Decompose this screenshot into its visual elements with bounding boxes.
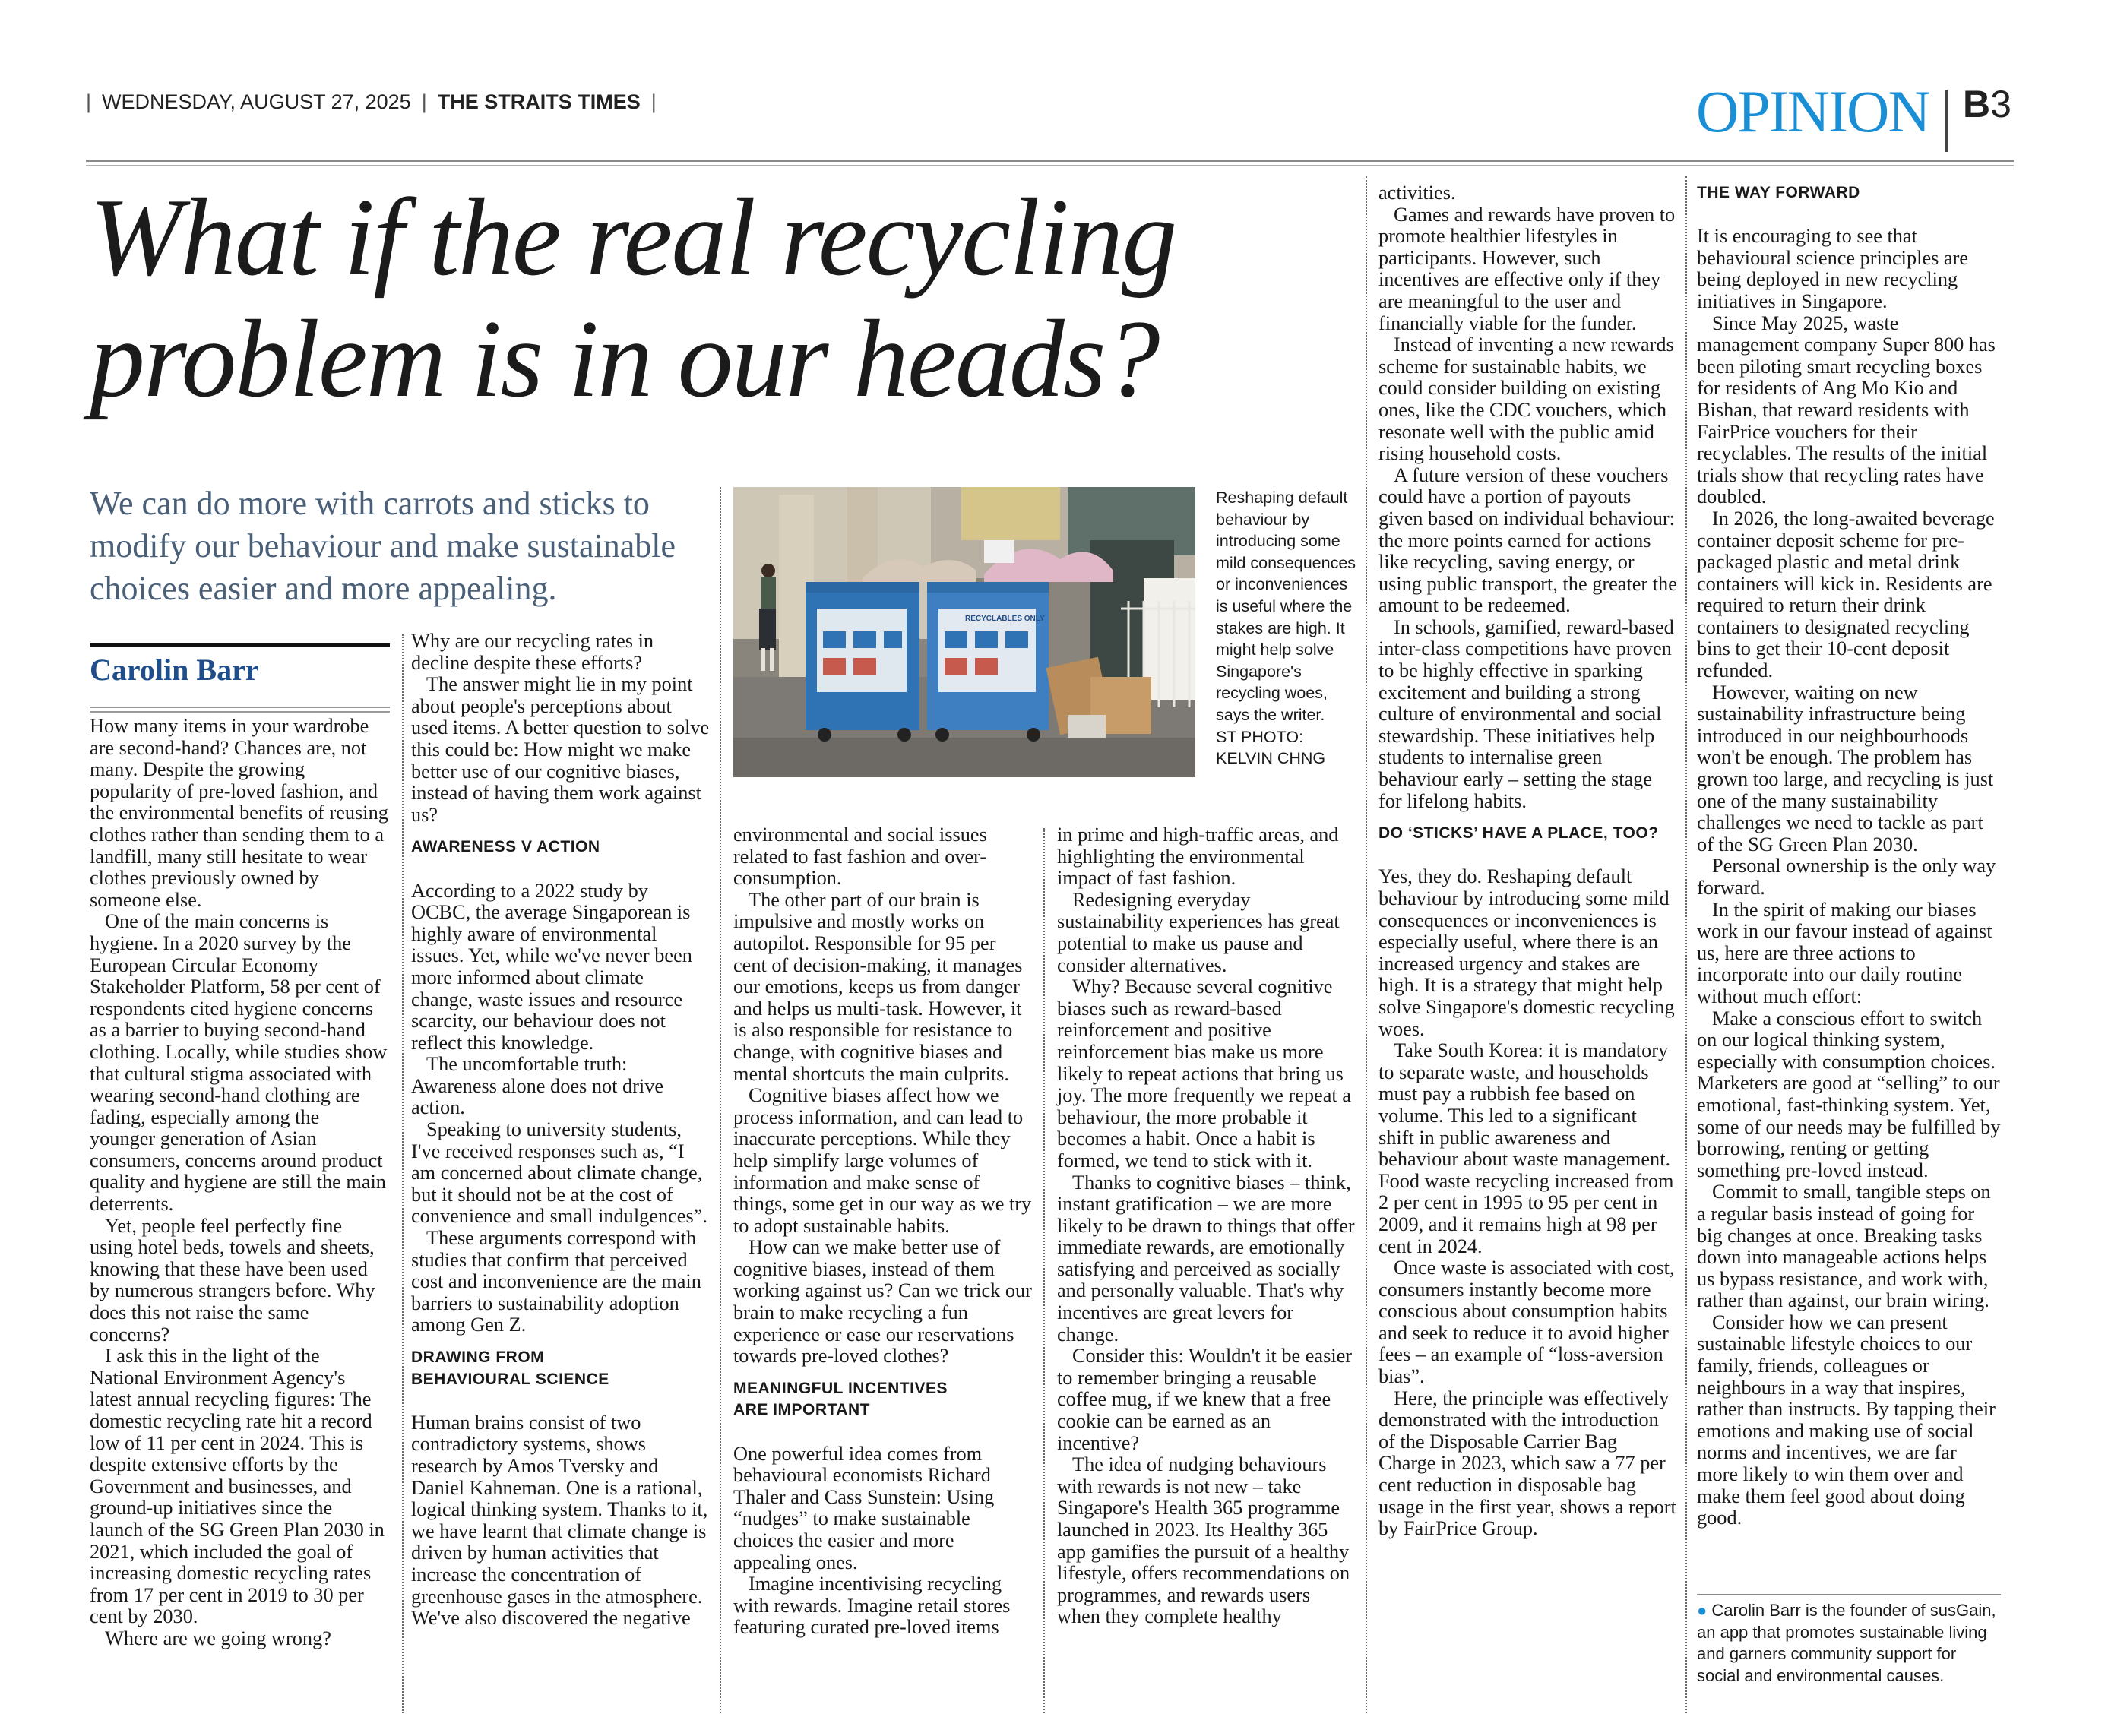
paragraph: Personal ownership is the only way forward. <box>1697 855 1996 899</box>
paragraph: The answer might lie in my point about people's perceptions about used items. A better question to solve this could be: How might we make better use of our cognitive biases, instead of having them work against us? <box>411 673 710 826</box>
paragraph: In 2026, the long-awaited beverage container deposit scheme for pre-packaged plastic and metal drink containers will kick in. Residents are required to return their drink containers to designated recycling bins to get their 10-cent deposit refunded. <box>1697 507 1995 682</box>
separator: | <box>86 90 92 113</box>
paragraph: I ask this in the light of the National Environment Agency's latest annual recycling figures: The domestic recycling rate hit a record low of 11 per cent in 2024. This is despite extensive efforts by the Government and businesses, and ground-up initiatives since the launch of the SG Green Plan 2030 in 2021, which included the goal of increasing domestic recycling rates from 17 per cent in 2019 to 30 per cent by 2030. <box>90 1345 385 1628</box>
subheading: ARE IMPORTANT <box>733 1401 870 1419</box>
section-name: OPINION <box>1696 78 1929 144</box>
caption-text: Reshaping default behaviour by introducing some mild consequences or inconveniences is useful where the stakes are high. It might help solve Singapore's recycling woes, says the writer. <box>1216 489 1356 724</box>
paragraph: According to a 2022 study by OCBC, the average Singaporean is highly aware of environmental issues. Yet, while we've never been more informed about climate change, waste issues and resource scarcity, our behaviour does not reflect this knowledge. <box>411 879 692 1054</box>
paragraph: Here, the principle was effectively demonstrated with the introduction of the Disposable Carrier Bag Charge in 2023, which saw a 77 per cent reduction in disposable bag usage in the first year, shows a report by FairPrice Group. <box>1378 1387 1676 1540</box>
paragraph: How many items in your wardrobe are second-hand? Chances are, not many. Despite the growing popularity of pre-loved fashion, and the environmental benefits of reusing clothes rather than sending them to a landfill, many still hesitate to wear clothes previously owned by someone else. <box>90 715 388 911</box>
paragraph: Why? Because several cognitive biases such as reward-based reinforcement and positive reinforcement bias make us more likely to repeat actions that bring us joy. The more frequently we repeat a behaviour, the more probable it becomes a habit. Once a habit is formed, we tend to stick with it. <box>1057 976 1351 1172</box>
paragraph: Redesigning everyday sustainability experiences has great potential to make us pause and consider alternatives. <box>1057 888 1340 976</box>
paragraph: Cognitive biases affect how we process information, and can lead to inaccurate perceptions. While they help simplify large volumes of information and make sense of things, some get in our way as we try to adopt sustainable habits. <box>733 1084 1032 1237</box>
paragraph: activities. <box>1378 182 1456 204</box>
bullet-icon: ● <box>1697 1601 1712 1620</box>
body-column-4 <box>1057 824 1356 1628</box>
paragraph: Once waste is associated with cost, consumers instantly become more conscious about consumption habits and seek to reduce it to avoid higher fees – an example of “loss-aversion bias”. <box>1378 1257 1675 1388</box>
body-column-6 <box>1697 182 2001 1529</box>
body-column-1 <box>90 716 388 1650</box>
body-column-5 <box>1378 182 1677 1540</box>
paragraph: It is encouraging to see that behavioural science principles are being deployed in new recycling initiatives in Singapore. <box>1697 225 1969 312</box>
standfirst: We can do more with carrots and sticks to modify our behaviour and make sustainable choices easier and more appealing. <box>90 485 676 607</box>
body-column-2 <box>411 631 710 1630</box>
byline-rule <box>90 707 390 708</box>
paragraph: Since May 2025, waste management company Super 800 has been piloting smart recycling boxes for residents of Ang Mo Kio and Bishan, that reward residents with FairPrice vouchers for their recyclables. The results of the initial trials show that recycling rates have doubled. <box>1697 311 1996 508</box>
paragraph: Why are our recycling rates in decline despite these efforts? <box>411 630 654 674</box>
paragraph: Thanks to cognitive biases – think, instant gratification – we are more likely to be drawn to things that offer immediate rewards, are emotionally satisfying and perceived as socially and personally valuable. That's why incentives are great levers for change. <box>1057 1171 1355 1345</box>
page-letter: B <box>1963 83 1991 125</box>
subheading: DRAWING FROM <box>411 1349 545 1366</box>
body-column-3 <box>733 824 1033 1639</box>
separator: | <box>421 90 427 113</box>
paragraph: Commit to small, tangible steps on a regular basis instead of going for big changes at once. Breaking tasks down into manageable actions helps us bypass resistance, and work with, rather than against, our brain wiring. <box>1697 1181 1991 1312</box>
photo-credit: ST PHOTO: KELVIN CHNG <box>1216 727 1326 768</box>
paragraph: Imagine incentivising recycling with rewards. Imagine retail stores featuring curated pre-loved items <box>733 1573 1011 1639</box>
paragraph: Yet, people feel perfectly fine using hotel beds, towels and sheets, knowing that these have been used by numerous strangers before. Why does this not raise the same concerns? <box>90 1214 375 1345</box>
byline-rule <box>90 643 390 647</box>
paper-name: THE STRAITS TIMES <box>437 90 641 113</box>
paragraph: One powerful idea comes from behavioural economists Richard Thaler and Cass Sunstein: Using “nudges” to make sustainable choices the easier and more appealing ones. <box>733 1442 995 1573</box>
subheading: MEANINGFUL INCENTIVES <box>733 1379 948 1397</box>
separator: | <box>650 90 657 113</box>
bin-label: RECYCLABLES ONLY <box>965 615 1045 623</box>
paragraph: How can we make better use of cognitive biases, instead of them working against us? Can we trick our brain to make recycling a fun experience or ease our reservations towards pre-loved clothes? <box>733 1236 1032 1368</box>
paragraph: Instead of inventing a new rewards scheme for sustainable habits, we could consider building on existing ones, like the CDC vouchers, which resonate well with the public amid rising household costs. <box>1378 334 1674 465</box>
paragraph: Consider this: Wouldn't it be easier to remember bringing a reusable coffee mug, if we knew that a free cookie can be earned as an incentive? <box>1057 1345 1353 1454</box>
issue-date: WEDNESDAY, AUGUST 27, 2025 <box>102 90 411 113</box>
paragraph: Consider how we can present sustainable lifestyle choices to our family, friends, colleagues or neighbours in a way that inspires, rather than instructs. By tapping their emotions and making use of social norms and incentives, we are far more likely to win them over and make them feel good about doing good. <box>1697 1311 1996 1529</box>
paragraph: Yes, they do. Reshaping default behaviour by introducing some mild consequences or inconveniences is especially useful, where there is an increased urgency and stakes are high. It is a strategy that might help solve Singapore's domestic recycling woes. <box>1378 865 1675 1040</box>
headline-line: What if the real recycling <box>90 175 1176 299</box>
section-divider <box>1945 90 1948 152</box>
headline <box>90 176 1306 419</box>
page-digit: 3 <box>1990 83 2011 125</box>
masthead <box>86 85 657 119</box>
recycling-bins-photo <box>733 487 1195 777</box>
subheading: AWARENESS V ACTION <box>411 838 600 856</box>
photo-caption <box>1216 487 1362 770</box>
column-separator <box>720 487 721 1713</box>
paragraph: One of the main concerns is hygiene. In a 2020 survey by the European Circular Economy Stakeholder Platform, 58 per cent of respondents cited hygiene concerns as a barrier to buying second-hand clothing. Locally, while studies show that cultural stigma associated with wearing second-hand clothing are fading, especially among the younger generation of Asian consumers, concerns around product quality and hygiene are still the main deterrents. <box>90 910 388 1216</box>
paragraph: These arguments correspond with studies that confirm that perceived cost and inconvenience are the main barriers to sustainability adoption among Gen Z. <box>411 1227 701 1336</box>
subheading: DO ‘STICKS’ HAVE A PLACE, TOO? <box>1378 824 1659 843</box>
paragraph: The idea of nudging behaviours with rewards is not new – take Singapore's Health 365 programme launched in 2023. Its Healthy 365 app gamifies the pursuit of a healthy lifestyle, offers recommendations on programmes, and rewards users when they complete healthy <box>1057 1453 1350 1628</box>
column-separator <box>1366 176 1367 1713</box>
paragraph: In the spirit of making our biases work in our favour instead of against us, here are three actions to incorporate into our daily routine without much effort: <box>1697 898 1992 1007</box>
subheading: BEHAVIOURAL SCIENCE <box>411 1370 609 1388</box>
page-number <box>1963 85 2011 123</box>
author-bio <box>1697 1600 2001 1687</box>
paragraph: The other part of our brain is impulsive and mostly works on autopilot. Responsible for 95 per cent of decision-making, it manages our emotions, keeps us from danger and helps us multi-task. However, it is also responsible for resistance to change, with cognitive biases and mental shortcuts the main culprits. <box>733 888 1023 1085</box>
paragraph: However, waiting on new sustainability infrastructure being introduced in our neighbourhoods won't be enough. The problem has grown too large, and recycling is just one of the many sustainability challenges we need to tackle as part of the SG Green Plan 2030. <box>1697 681 1994 855</box>
byline-rule <box>90 711 390 713</box>
paragraph: A future version of these vouchers could have a portion of payouts given based on individual behaviour: the more points earned for actions like recycling, saving energy, or using public transport, the greater the amount to be redeemed. <box>1378 463 1677 617</box>
paragraph: Where are we going wrong? <box>105 1627 331 1649</box>
column-separator <box>1043 828 1045 1713</box>
header-rule <box>86 165 2014 166</box>
paragraph: Human brains consist of two contradictory systems, shows research by Amos Tversky and Daniel Kahneman. One is a rational, logical thinking system. Thanks to it, we have learnt that climate change is driven by human activities that increase the concentration of greenhouse gases in the atmosphere. We've also discovered the negative <box>411 1411 708 1630</box>
subheading: THE WAY FORWARD <box>1697 184 1860 201</box>
paragraph: Make a conscious effort to switch on our logical thinking system, especially with consumption choices. Marketers are good at “selling” to our emotional, fast-thinking system. Yet, some of our needs may be fulfilled by borrowing, renting or getting something pre-loved instead. <box>1697 1007 2001 1181</box>
paragraph: In schools, gamified, reward-based inter-class competitions have proven to be highly effective in sparking excitement and building a strong culture of environmental and social stewardship. These initiatives help students to internalise green behaviour early – setting the stage for lifelong habits. <box>1378 615 1674 812</box>
headline-line: problem is in our heads? <box>90 297 1159 420</box>
column-separator <box>1685 176 1687 1713</box>
paragraph: Speaking to university students, I've received responses such as, “I am concerned about climate change, but it should not be at the cost of convenience and small indulgences”. <box>411 1118 707 1228</box>
author-byline: Carolin Barr <box>90 653 259 687</box>
bio-text: Carolin Barr is the founder of susGain, an app that promotes sustainable living and garners community support for social and environmental causes. <box>1697 1601 1996 1685</box>
paragraph: Take South Korea: it is mandatory to separate waste, and households must pay a rubbish fee based on volume. This led to a significant shift in public awareness and behaviour about waste management. Food waste recycling increased from 2 per cent in 1995 to 95 per cent in 2009, and it remains high at 98 per cent in 2024. <box>1378 1039 1674 1257</box>
column-separator <box>402 634 404 1713</box>
paragraph: Games and rewards have proven to promote healthier lifestyles in participants. However, such incentives are effective only if they are meaningful to the user and financially viable for the funder. <box>1378 203 1676 334</box>
article-photo <box>733 487 1195 777</box>
bio-rule <box>1697 1594 2001 1595</box>
paragraph: The uncomfortable truth: Awareness alone does not drive action. <box>411 1053 664 1119</box>
header-rule <box>86 160 2014 162</box>
paragraph: environmental and social issues related to fast fashion and over-consumption. <box>733 824 987 890</box>
paragraph: in prime and high-traffic areas, and highlighting the environmental impact of fast fashion. <box>1057 824 1339 890</box>
